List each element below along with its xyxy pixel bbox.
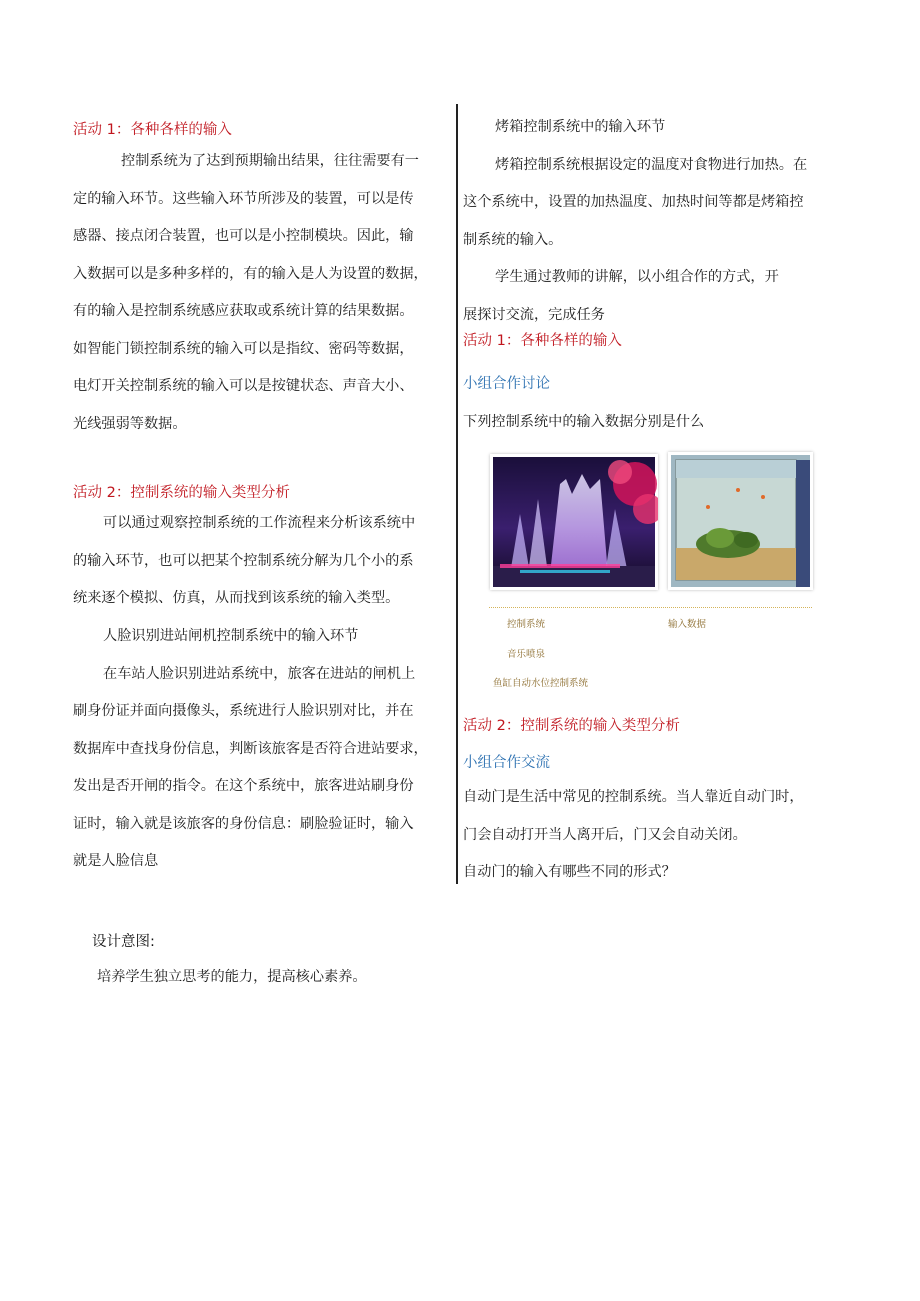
activity1-paragraph	[73, 143, 457, 443]
text-line: 学生通过教师的讲解，以小组合作的方式，开	[495, 269, 779, 285]
oven-title: 烤箱控制系统中的输入环节	[495, 119, 666, 135]
table-header-system: 控制系统	[507, 619, 546, 630]
text-line: 自动门的输入有哪些不同的形式？	[463, 864, 676, 880]
activity2-heading-right: 活动 2：控制系统的输入类型分析	[463, 718, 680, 734]
table-header-input: 输入数据	[668, 619, 707, 630]
text-line: 可以通过观察控制系统的工作流程来分析该系统中	[103, 515, 416, 531]
text-line: 统来逐个模拟、仿真，从而找到该系统的输入类型。	[73, 590, 400, 606]
aquarium-photo	[668, 452, 813, 590]
text-line: 如智能门锁控制系统的输入可以是指纹、密码等数据，	[73, 340, 414, 357]
text-line: 门会自动打开当人离开后，门又会自动关闭。	[463, 826, 747, 843]
activity1-heading-right: 活动 1：各种各样的输入	[463, 333, 622, 349]
text-line: 这个系统中，设置的加热温度、加热时间等都是烤箱控	[463, 194, 804, 210]
table-divider	[489, 607, 812, 608]
oven-section	[463, 109, 848, 334]
text-line: 有的输入是控制系统感应获取或系统计算的结果数据。	[73, 303, 414, 319]
text-line: 控制系统为了达到预期输出结果，往往需要有一	[121, 153, 419, 169]
door-section	[463, 779, 853, 892]
design-intent-heading: 设计意图:	[92, 934, 155, 950]
text-line: 刷身份证并面向摄像头，系统进行人脸识别对比，并在	[73, 703, 414, 719]
text-line: 电灯开关控制系统的输入可以是按键状态、声音大小、	[73, 378, 414, 394]
text-line: 定的输入环节。这些输入环节所涉及的装置，可以是传	[73, 190, 414, 207]
text-line: 烤箱控制系统根据设定的温度对食物进行加热。在	[495, 156, 808, 173]
group-discussion-heading: 小组合作讨论	[463, 376, 550, 392]
design-intent-text: 培养学生独立思考的能力，提高核心素养。	[97, 969, 367, 985]
aquarium-image	[668, 452, 813, 590]
activity1-heading-left: 活动 1：各种各样的输入	[73, 122, 232, 138]
group-exchange-heading: 小组合作交流	[463, 755, 550, 771]
face-title: 人脸识别进站闸机控制系统中的输入环节	[103, 628, 359, 644]
text-line: 自动门是生活中常见的控制系统。当人靠近自动门时，	[463, 789, 804, 805]
question-text: 下列控制系统中的输入数据分别是什么	[463, 414, 705, 430]
text-line: 展探讨交流，完成任务	[463, 306, 605, 323]
text-line: 证时，输入就是该旅客的身份信息：刷脸验证时，输入	[73, 815, 414, 832]
text-line: 就是人脸信息	[73, 853, 159, 869]
table-row-aquarium: 鱼缸自动水位控制系统	[493, 678, 589, 689]
fountain-photo	[490, 454, 658, 590]
face-section	[73, 618, 457, 881]
text-line: 的输入环节，也可以把某个控制系统分解为几个小的系	[73, 552, 414, 569]
activity2-paragraph	[73, 505, 457, 618]
text-line: 感器、接点闭合装置，也可以是小控制模块。因此，输	[73, 228, 414, 244]
text-line: 在车站人脸识别进站系统中，旅客在进站的闸机上	[103, 665, 416, 682]
text-line: 光线强弱等数据。	[73, 415, 187, 432]
text-line: 发出是否开闸的指令。在这个系统中，旅客进站刷身份	[73, 778, 414, 794]
fountain-image	[490, 454, 658, 590]
text-line: 入数据可以是多种多样的，有的输入是人为设置的数据，	[73, 265, 428, 282]
text-line: 数据库中查找身份信息，判断该旅客是否符合进站要求，	[73, 740, 428, 757]
activity2-heading-left: 活动 2：控制系统的输入类型分析	[73, 485, 290, 501]
text-line: 制系统的输入。	[463, 231, 563, 248]
table-row-fountain: 音乐喷泉	[507, 649, 546, 660]
